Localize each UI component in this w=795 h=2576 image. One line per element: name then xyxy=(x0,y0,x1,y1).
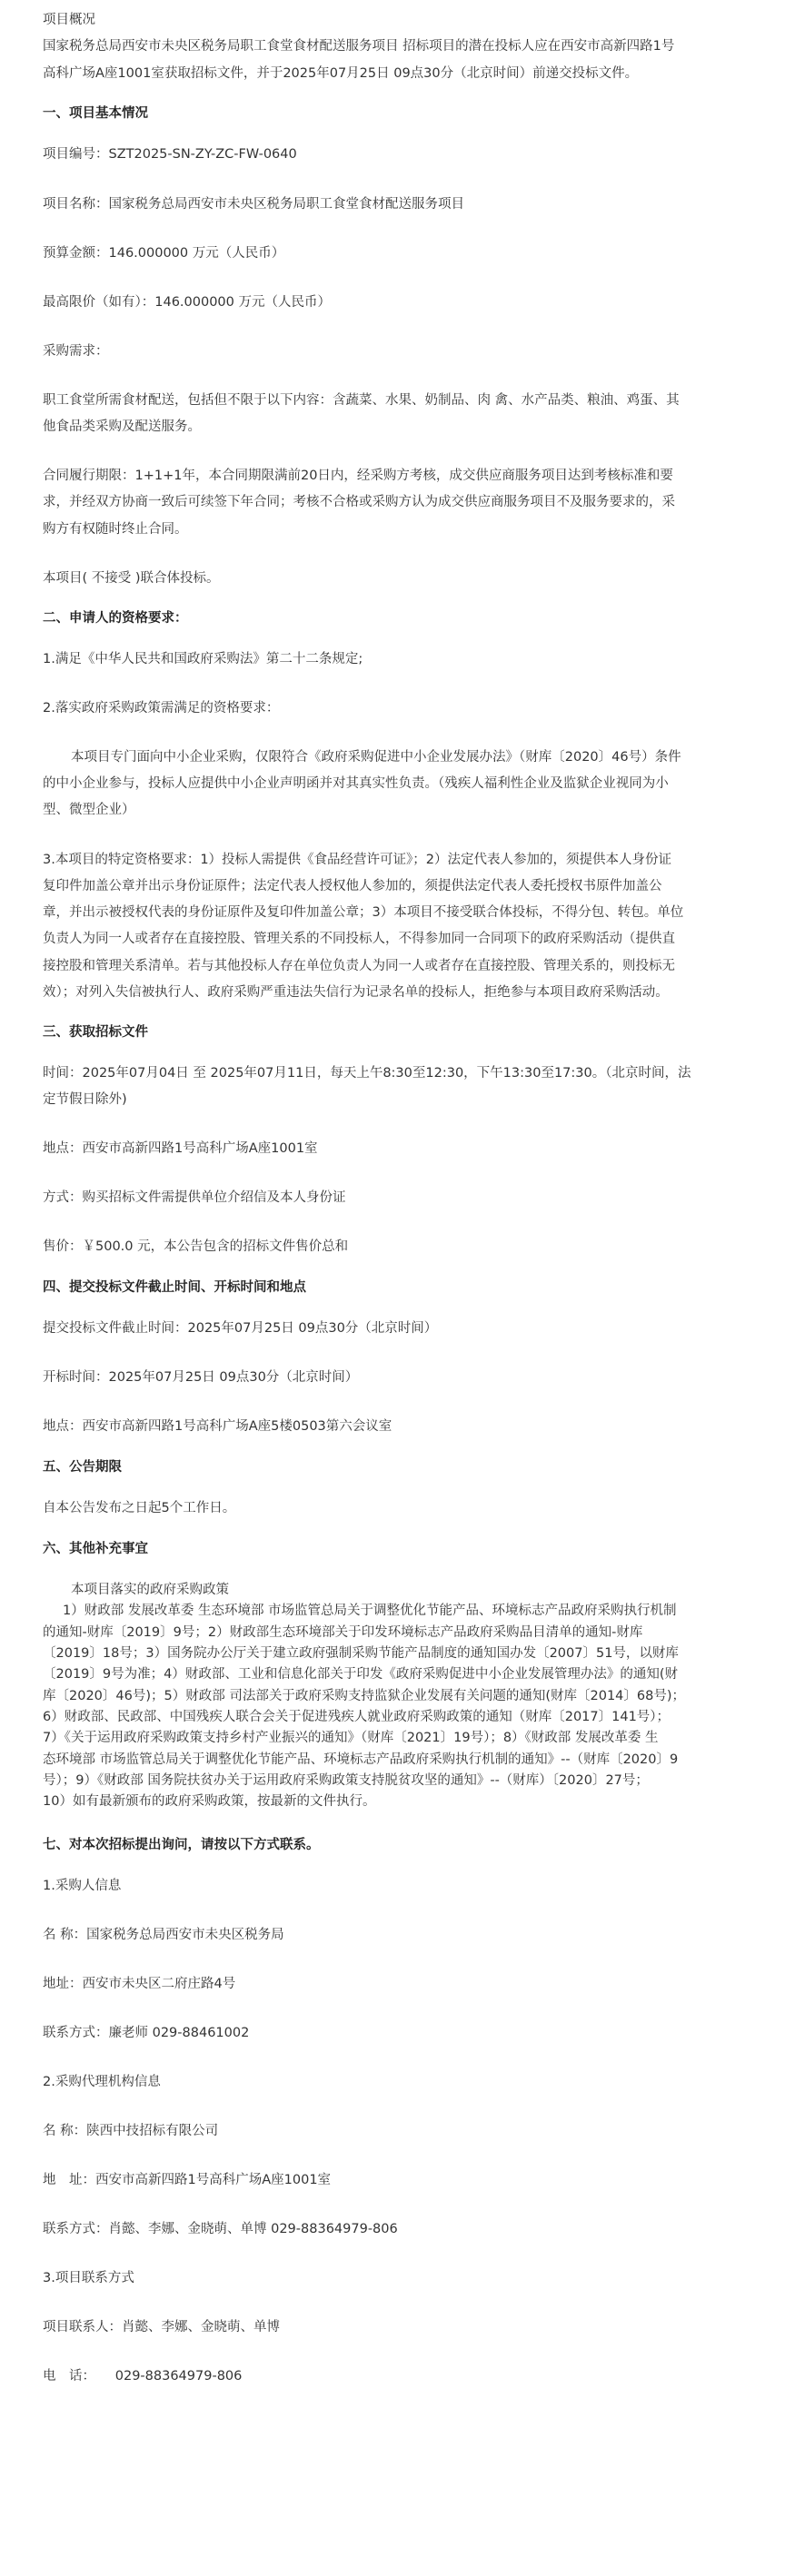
overview-line: 国家税务总局西安市未央区税务局职工食堂食材配送服务项目 招标项目的潜在投标人应在西安市高新四路1号 xyxy=(43,39,675,54)
qualification-item-3-line: 章，并出示被授权代表的身份证原件及复印件加盖公章；3）本项目不接受联合体投标，不得分包、转包。单位 xyxy=(43,905,684,920)
qualification-item-3-line: 3.本项目的特定资格要求：1）投标人需提供《食品经营许可证》；2）法定代表人参加的，须提供本人身份证 xyxy=(43,853,672,867)
section7-heading: 七、对本次招标提出询问，请按以下方式联系。 xyxy=(43,1838,320,1852)
project-contact-title: 3.项目联系方式 xyxy=(43,2271,134,2285)
agency-contact: 联系方式：肖懿、李娜、金晓萌、单博 029-88364979-806 xyxy=(43,2222,398,2236)
qualification-item-2: 2.落实政府采购政策需满足的资格要求： xyxy=(43,701,280,716)
purchaser-address: 地址：西安市未央区二府庄路4号 xyxy=(43,1977,236,1991)
policy-line: 的通知-财库〔2019〕9号；2）财政部生态环境部关于印发环境标志产品政府采购品目清单的通知-财库 xyxy=(43,1625,643,1640)
contract-line: 求，并经双方协商一致后可续签下年合同；考核不合格或采购方认为成交供应商服务项目不及服务要求的，采 xyxy=(43,495,675,509)
qualification-detail-line: 的中小企业参与，投标人应提供中小企业声明函并对其真实性负责。（残疾人福利性企业及监狱企业视同为小 xyxy=(43,776,669,791)
section1-heading: 一、项目基本情况 xyxy=(43,106,148,121)
agency-address: 地 址：西安市高新四路1号高科广场A座1001室 xyxy=(43,2173,332,2187)
purchaser-name: 名 称：国家税务总局西安市未央区税务局 xyxy=(43,1928,284,1942)
max-price: 最高限价（如有）：146.000000 万元（人民币） xyxy=(43,295,331,310)
obtain-time-line: 时间：2025年07月04日 至 2025年07月11日，每天上午8:30至12:30，下午13:30至17:30。（北京时间，法 xyxy=(43,1066,691,1081)
policy-line: 1）财政部 发展改革委 生态环境部 市场监管总局关于调整优化节能产品、环境标志产品政府采购执行机制 xyxy=(63,1604,677,1618)
opening-time: 开标时间：2025年07月25日 09点30分（北京时间） xyxy=(43,1370,359,1385)
qualification-item-1: 1.满足《中华人民共和国政府采购法》第二十二条规定; xyxy=(43,652,363,666)
purchaser-title: 1.采购人信息 xyxy=(43,1879,122,1893)
obtain-method: 方式：购买招标文件需提供单位介绍信及本人身份证 xyxy=(43,1190,346,1205)
obtain-time-line: 定节假日除外) xyxy=(43,1092,127,1107)
obtain-place: 地点：西安市高新四路1号高科广场A座1001室 xyxy=(43,1141,318,1156)
qualification-item-3-line: 负责人为同一人或者存在直接控股、管理关系的不同投标人，不得参加同一合同项下的政府采购活动（提供直 xyxy=(43,932,675,946)
contract-line: 合同履行期限：1+1+1年，本合同期限满前20日内，经采购方考核，成交供应商服务项目达到考核标准和要 xyxy=(43,469,673,483)
policy-line: 〔2019〕18号；3）国务院办公厅关于建立政府强制采购节能产品制度的通知国办发〔2007〕51号，以财库 xyxy=(43,1646,679,1661)
policy-line: 号）；9）《财政部 国务院扶贫办关于运用政府采购政策支持脱贫攻坚的通知》--（财库）〔2020〕27号； xyxy=(43,1773,649,1788)
section4-heading: 四、提交投标文件截止时间、开标时间和地点 xyxy=(43,1280,306,1295)
policy-line: 〔2019〕9号为准；4）财政部、工业和信息化部关于印发《政府采购促进中小企业发展管理办法》的通知(财 xyxy=(43,1667,679,1682)
demand-line: 职工食堂所需食材配送，包括但不限于以下内容：含蔬菜、水果、奶制品、肉 禽、水产品类、粮油、鸡蛋、其 xyxy=(43,393,680,408)
document-price: 售价：￥500.0 元，本公告包含的招标文件售价总和 xyxy=(43,1239,349,1254)
agency-title: 2.采购代理机构信息 xyxy=(43,2075,161,2089)
section3-heading: 三、获取招标文件 xyxy=(43,1025,148,1040)
qualification-item-3-line: 接控股和管理关系清单。若与其他投标人存在单位负责人为同一人或者存在直接控股、管理关系的，则投标无 xyxy=(43,959,675,973)
notice-period: 自本公告发布之日起5个工作日。 xyxy=(43,1501,236,1515)
budget-amount: 预算金额：146.000000 万元（人民币） xyxy=(43,246,285,261)
policy-line: 10）如有最新颁布的政府采购政策，按最新的文件执行。 xyxy=(43,1794,376,1809)
qualification-item-3-line: 复印件加盖公章并出示身份证原件；法定代表人授权他人参加的，须提供法定代表人委托授权书原件加盖公 xyxy=(43,879,662,893)
overview-line: 高科广场A座1001室获取招标文件，并于2025年07月25日 09点30分（北京时间）前递交投标文件。 xyxy=(43,66,639,81)
section6-heading: 六、其他补充事宜 xyxy=(43,1542,148,1556)
qualification-detail-line: 型、微型企业） xyxy=(43,803,135,817)
policy-line: 6）财政部、民政部、中国残疾人联合会关于促进残疾人就业政府采购政策的通知（财库〔2017〕141号）； xyxy=(43,1710,671,1724)
overview-heading: 项目概况 xyxy=(43,13,95,27)
policy-line: 7）《关于运用政府采购政策支持乡村产业振兴的通知》（财库〔2021〕19号）；8）《财政部 发展改革委 生 xyxy=(43,1731,659,1745)
section5-heading: 五、公告期限 xyxy=(43,1460,122,1475)
consortium-note: 本项目( 不接受 )联合体投标。 xyxy=(43,571,220,586)
policy-line: 库〔2020〕46号)；5）财政部 司法部关于政府采购支持监狱企业发展有关问题的通知(财库〔2014〕68号)； xyxy=(43,1689,686,1703)
policy-line: 态环境部 市场监管总局关于调整优化节能产品、环境标志产品政府采购执行机制的通知》--（财库〔2020〕9 xyxy=(43,1752,679,1767)
demand-label: 采购需求： xyxy=(43,344,109,359)
project-name: 项目名称：国家税务总局西安市未央区税务局职工食堂食材配送服务项目 xyxy=(43,197,464,212)
agency-name: 名 称：陕西中技招标有限公司 xyxy=(43,2124,219,2138)
purchaser-contact: 联系方式：廉老师 029-88461002 xyxy=(43,2026,250,2040)
section2-heading: 二、申请人的资格要求： xyxy=(43,611,188,626)
policy-title: 本项目落实的政府采购政策 xyxy=(71,1583,229,1597)
contract-line: 购方有权随时终止合同。 xyxy=(43,522,188,537)
qualification-detail-line: 本项目专门面向中小企业采购，仅限符合《政府采购促进中小企业发展办法》（财库〔2020〕46号）条件 xyxy=(71,750,681,765)
bid-deadline: 提交投标文件截止时间：2025年07月25日 09点30分（北京时间） xyxy=(43,1321,438,1336)
project-contact-phone: 电 话： 029-88364979-806 xyxy=(43,2369,243,2384)
opening-place: 地点：西安市高新四路1号高科广场A座5楼0503第六会议室 xyxy=(43,1419,393,1434)
qualification-item-3-line: 效）；对列入失信被执行人、政府采购严重违法失信行为记录名单的投标人，拒绝参与本项目政府采购活动。 xyxy=(43,985,669,1000)
project-contact-person: 项目联系人：肖懿、李娜、金晓萌、单博 xyxy=(43,2320,280,2334)
demand-line: 他食品类采购及配送服务。 xyxy=(43,419,201,434)
project-number: 项目编号：SZT2025-SN-ZY-ZC-FW-0640 xyxy=(43,147,297,162)
